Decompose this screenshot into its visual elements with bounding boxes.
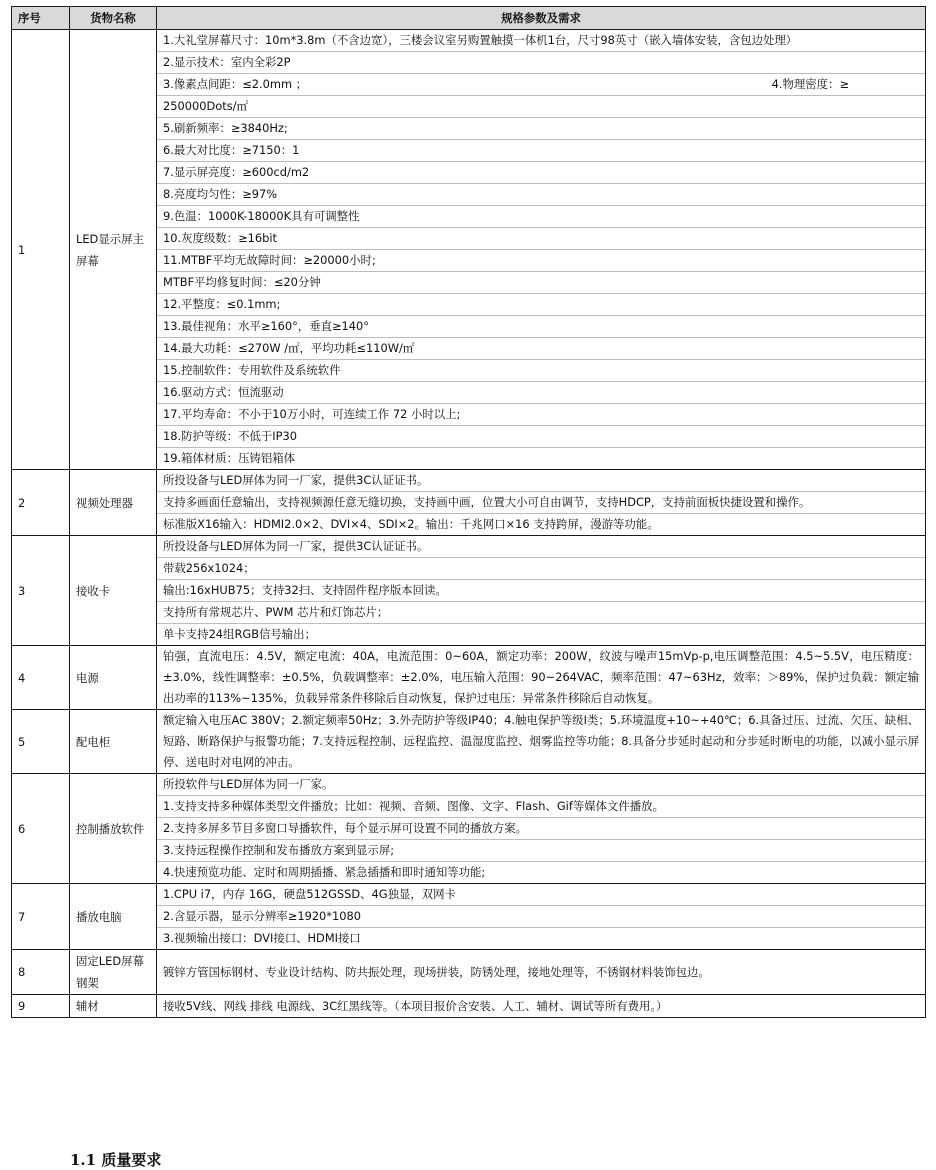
spec-line: 所投设备与LED屏体为同一厂家，提供3C认证证书。	[157, 470, 925, 492]
table-row	[12, 30, 926, 470]
row-name: 接收卡	[70, 536, 157, 646]
header-row	[12, 7, 926, 30]
section-heading: 1.1 质量要求	[70, 1151, 162, 1169]
row-name: 控制播放软件	[70, 774, 157, 884]
row-no: 5	[12, 710, 70, 774]
spec-line: 1.大礼堂屏幕尺寸：10m*3.8m（不含边宽），三楼会议室另购置触摸一体机1台，尺寸98英寸（嵌入墙体安装，含包边处理）	[157, 30, 925, 52]
row-spec	[157, 30, 926, 470]
spec-line: 13.最佳视角：水平≥160°，垂直≥140°	[157, 316, 925, 338]
spec-line: 1.支持支持多种媒体类型文件播放；比如：视频、音频、图像、文字、Flash、Gif等媒体文件播放。	[157, 796, 925, 818]
spec-table	[11, 6, 926, 1018]
spec-line: 支持所有常规芯片、PWM 芯片和灯饰芯片；	[157, 602, 925, 624]
row-spec	[157, 536, 926, 646]
spec-line: 14.最大功耗：≤270W /㎡，平均功耗≤110W/㎡	[157, 338, 925, 360]
spec-line: 额定输入电压AC 380V；2.额定频率50Hz；3.外壳防护等级IP40；4.触电保护等级Ⅰ类；5.环境温度+10~+40℃；6.具备过压、过流、欠压、缺相、短路、断路保护与报警功能；7.支持远程控制、远程监控、温湿度监控、烟雾监控等功能；8.具备分步延时起动和分步延时断电的功能，以减小显示屏停、送电时对电网的冲击。	[163, 713, 919, 769]
header-spec: 规格参数及需求	[157, 7, 926, 30]
spec-line: 接收5V线、网线 排线 电源线、3C红黑线等。（本项目报价含安装、人工、辅材、调试等所有费用。）	[163, 998, 668, 1013]
row-name: 固定LED屏幕钢架	[70, 950, 157, 995]
row-name: 电源	[70, 646, 157, 710]
spec-line: 9.色温：1000K-18000K具有可调整性	[157, 206, 925, 228]
row-spec	[157, 646, 926, 710]
spec-line: 3.像素点间距：≤2.0mm ；	[163, 77, 308, 91]
table-row	[12, 884, 926, 950]
spec-line: 2.支持多屏多节目多窗口导播软件，每个显示屏可设置不同的播放方案。	[157, 818, 925, 840]
spec-line: 7.显示屏亮度：≥600cd/m2	[157, 162, 925, 184]
spec-line: 2.含显示器，显示分辨率≥1920*1080	[157, 906, 925, 928]
spec-line: 支持多画面任意输出，支持视频源任意无缝切换，支持画中画，位置大小可自由调节，支持HDCP，支持前面板快捷设置和操作。	[157, 492, 925, 514]
table-row	[12, 646, 926, 710]
row-spec	[157, 995, 926, 1018]
row-name: 视频处理器	[70, 470, 157, 536]
spec-line: 18.防护等级：不低于IP30	[157, 426, 925, 448]
spec-line: 1.CPU i7，内存 16G，硬盘512GSSD、4G独显，双网卡	[157, 884, 925, 906]
spec-line: 250000Dots/㎡	[157, 96, 925, 118]
row-name: LED显示屏主屏幕	[70, 30, 157, 470]
spec-line: 8.亮度均匀性：≥97%	[157, 184, 925, 206]
table-row	[12, 995, 926, 1018]
table-row	[12, 950, 926, 995]
header-name: 货物名称	[70, 7, 157, 30]
row-no: 7	[12, 884, 70, 950]
row-name: 配电柜	[70, 710, 157, 774]
spec-line: 3.支持远程操作控制和发布播放方案到显示屏;	[157, 840, 925, 862]
spec-line: 3.视频输出接口：DVI接口、HDMI接口	[163, 931, 361, 945]
row-no: 6	[12, 774, 70, 884]
spec-line: 输出:16xHUB75；支持32扫、支持固件程序版本回读。	[157, 580, 925, 602]
table-row	[12, 536, 926, 646]
row-no: 4	[12, 646, 70, 710]
row-spec	[157, 710, 926, 774]
spec-line: 所投设备与LED屏体为同一厂家，提供3C认证证书。	[157, 536, 925, 558]
spec-line: MTBF平均修复时间：≤20分钟	[157, 272, 925, 294]
spec-line: 10.灰度级数：≥16bit	[157, 228, 925, 250]
spec-line: 铂强，直流电压：4.5V，额定电流：40A，电流范围：0~60A，额定功率：200W，纹波与噪声15mVp-p,电压调整范围：4.5~5.5V，电压精度：±3.0%，线性调整率：±0.5%，负载调整率：±2.0%，电压输入范围：90~264VAC，频率范围：47~63Hz，效率：＞89%，保护过负载：额定输出功率的113%~135%，负载异常条件移除后自动恢复，保护过电压：异常条件移除后自动恢复。	[163, 649, 919, 705]
row-name: 辅材	[70, 995, 157, 1018]
table-row	[12, 774, 926, 884]
row-no: 2	[12, 470, 70, 536]
row-spec	[157, 774, 926, 884]
spec-line: 19.箱体材质：压铸铝箱体	[163, 451, 296, 465]
spec-line: 镀锌方管国标钢材、专业设计结构、防共振处理，现场拼装，防锈处理，接地处理等，不锈钢材料装饰包边。	[163, 964, 710, 979]
row-spec	[157, 950, 926, 995]
table-row	[12, 710, 926, 774]
row-name: 播放电脑	[70, 884, 157, 950]
row-spec	[157, 884, 926, 950]
spec-line: 2.显示技术：室内全彩2P	[157, 52, 925, 74]
spec-line: 6.最大对比度：≥7150：1	[157, 140, 925, 162]
row-spec	[157, 470, 926, 536]
row-no: 8	[12, 950, 70, 995]
header-no: 序号	[12, 7, 70, 30]
table-row	[12, 470, 926, 536]
spec-line-split	[157, 74, 925, 96]
spec-line: 所投软件与LED屏体为同一厂家。	[157, 774, 925, 796]
spec-line-right: 4.物理密度：≥	[771, 77, 849, 91]
row-no: 1	[12, 30, 70, 470]
spec-line: 带载256x1024；	[157, 558, 925, 580]
spec-line: 16.驱动方式：恒流驱动	[157, 382, 925, 404]
spec-line: 15.控制软件：专用软件及系统软件	[157, 360, 925, 382]
row-no: 3	[12, 536, 70, 646]
spec-line: 4.快速预览功能、定时和周期插播、紧急插播和即时通知等功能;	[163, 865, 486, 879]
spec-line: 17.平均寿命：不小于10万小时，可连续工作 72 小时以上;	[157, 404, 925, 426]
spec-line: 5.刷新频率：≥3840Hz;	[157, 118, 925, 140]
spec-line: 11.MTBF平均无故障时间：≥20000小时;	[157, 250, 925, 272]
spec-line: 单卡支持24组RGB信号输出；	[163, 627, 316, 641]
spec-line: 标准版X16输入：HDMI2.0×2、DVI×4、SDI×2。输出：千兆网口×16 支持跨屏，漫游等功能。	[163, 517, 659, 531]
row-no: 9	[12, 995, 70, 1018]
spec-line: 12.平整度：≤0.1mm;	[157, 294, 925, 316]
